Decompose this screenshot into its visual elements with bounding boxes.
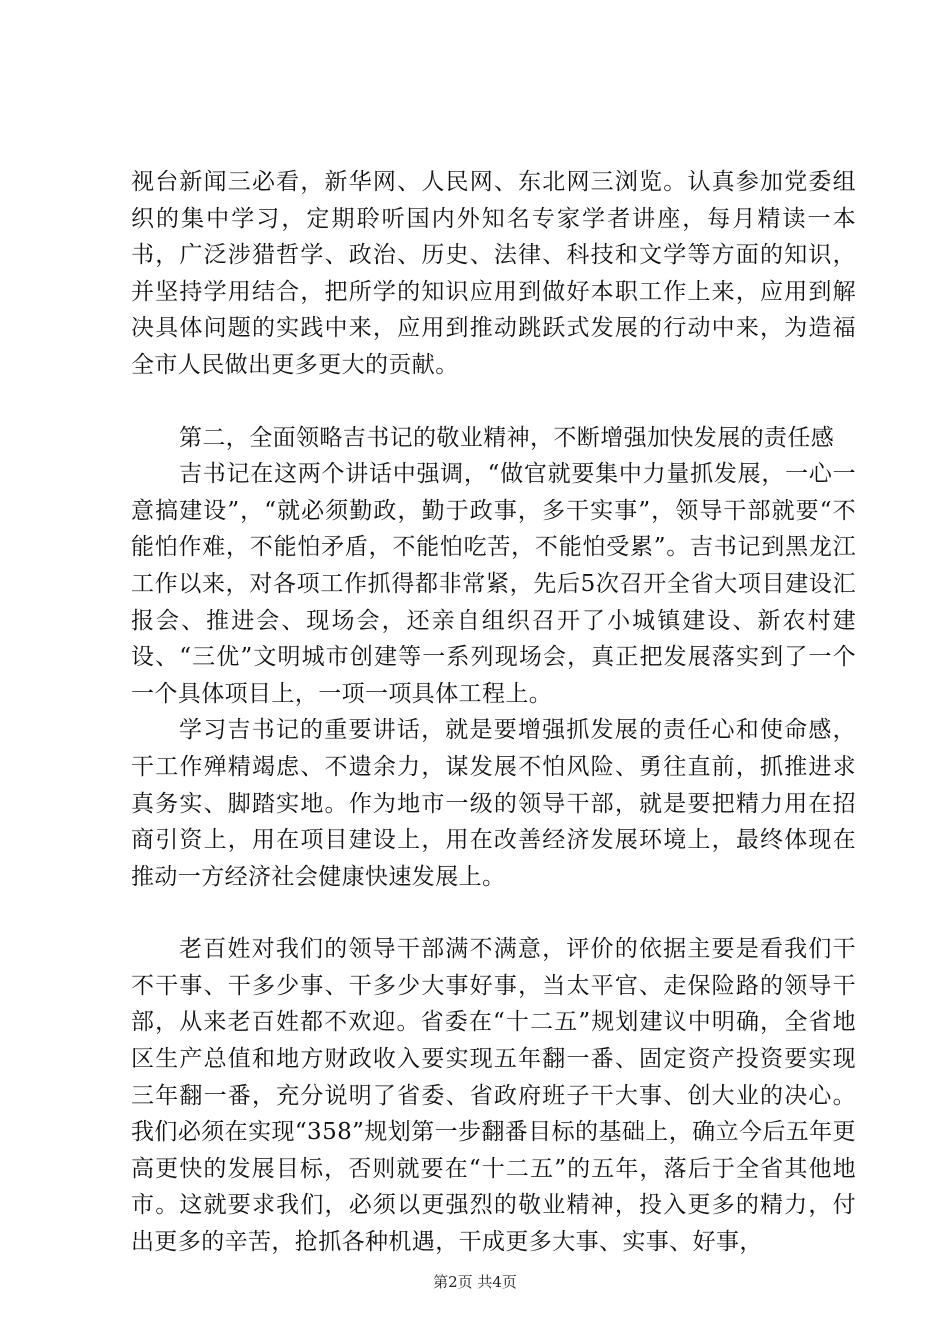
page-number-footer: 第2页 共4页 (433, 1273, 517, 1291)
paragraph-secretary-speech: 吉书记在这两个讲话中强调，“做官就要集中力量抓发展，一心一意搞建设”，“就必须勤政，勤于政事，多干实事”，领导干部就要“不能怕作难，不能怕矛盾，不能怕吃苦，不能怕受累”。吉书记到黑龙江工作以来，对各项工作抓得都非常紧，先后5次召开全省大项目建设汇报会、推进会、现场会，还亲自组织召开了小城镇建设、新农村建设、“三优”文明城市创建等一系列现场会，真正把发展落实到了一个一个具体项目上，一项一项具体工程上。 (131, 461, 856, 707)
section-heading-second: 第二，全面领略吉书记的敬业精神，不断增强加快发展的责任感 (179, 424, 835, 451)
paragraph-spacer (131, 895, 856, 931)
paragraph-public-evaluation: 老百姓对我们的领导干部满不满意，评价的依据主要是看我们干不干事、干多少事、干多少大事好事，当太平官、走保险路的领导干部，从来老百姓都不欢迎。省委在“十二五”规划建议中明确，全省地区生产总值和地方财政收入要实现五年翻一番、固定资产投资要实现三年翻一番，充分说明了省委、省政府班子干大事、创大业的决心。我们必须在实现“358”规划第一步翻番目标的基础上，确立今后五年更高更快的发展目标，否则就要在“十二五”的五年，落后于全省其他地市。这就要求我们，必须以更强烈的敬业精神，投入更多的精力，付出更多的辛苦，抢抓各种机遇，干成更多大事、实事、好事， (131, 936, 856, 1256)
document-body (131, 164, 856, 1261)
paragraph-responsibility: 学习吉书记的重要讲话，就是要增强抓发展的责任心和使命感，干工作殚精竭虑、不遗余力，谋发展不怕风险、勇往直前，抓推进求真务实、脚踏实地。作为地市一级的领导干部，就是要把精力用在招商引资上，用在项目建设上，用在改善经济发展环境上，最终体现在推动一方经济社会健康快速发展上。 (131, 717, 856, 890)
paragraph-spacer (131, 384, 856, 420)
paragraph-reading-habits: 视台新闻三必看，新华网、人民网、东北网三浏览。认真参加党委组织的集中学习，定期聆听国内外知名专家学者讲座，每月精读一本书，广泛涉猎哲学、政治、历史、法律、科技和文学等方面的知识，并坚持学用结合，把所学的知识应用到做好本职工作上来，应用到解决具体问题的实践中来，应用到推动跳跃式发展的行动中来，为造福全市人民做出更多更大的贡献。 (131, 169, 856, 378)
